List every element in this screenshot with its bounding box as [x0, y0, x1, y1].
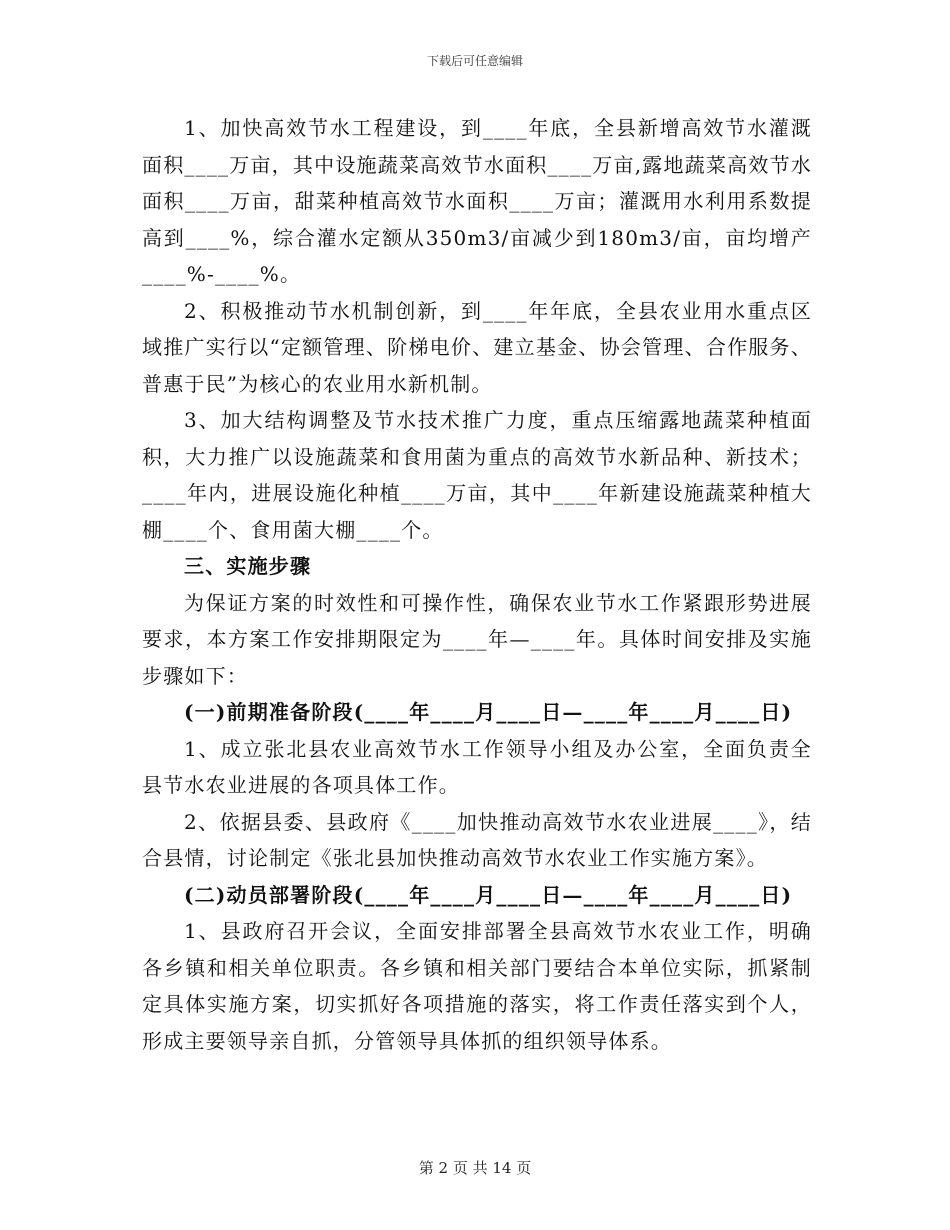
- paragraph-steps-intro: 为保证方案的时效性和可操作性，确保农业节水工作紧跟形势进展要求，本方案工作安排期限定为____年—____年。具体时间安排及实施步骤如下：: [142, 590, 812, 688]
- section-heading-steps: 三、实施步骤: [184, 554, 312, 578]
- subheading-mobilization-stage: (二)动员部署阶段(____年____月____日—____年____月____日): [184, 882, 793, 907]
- document-body: [142, 110, 812, 1059]
- paragraph-goal-3: 3、加大结构调整及节水技术推广力度，重点压缩露地蔬菜种植面积，大力推广以设施蔬菜和食用菌为重点的高效节水新品种、新技术；____年内，进展设施化种植____万亩，其中____年新建设施蔬菜种植大棚____个、食用菌大棚____个。: [142, 408, 812, 542]
- page-number-footer: 第 2 页 共 14 页: [418, 1159, 532, 1177]
- paragraph-prep-2: 2、依据县委、县政府《____加快推动高效节水农业进展____》，结合县情，讨论制定《张北县加快推动高效节水农业工作实施方案》。: [142, 809, 812, 870]
- paragraph-prep-1: 1、成立张北县农业高效节水工作领导小组及办公室，全面负责全县节水农业进展的各项具体工作。: [142, 736, 812, 797]
- paragraph-goal-1: 1、加快高效节水工程建设，到____年底，全县新增高效节水灌溉面积____万亩，其中设施蔬菜高效节水面积____万亩,露地蔬菜高效节水面积____万亩，甜菜种植高效节水面积____万亩；灌溉用水利用系数提高到____%，综合灌水定额从350m3/亩减少到180m3/亩，亩均增产____%-____%。: [142, 116, 812, 286]
- paragraph-goal-2: 2、积极推动节水机制创新，到____年年底，全县农业用水重点区域推广实行以“定额管理、阶梯电价、建立基金、协会管理、合作服务、普惠于民”为核心的农业用水新机制。: [142, 298, 812, 396]
- paragraph-mobilization-1: 1、县政府召开会议，全面安排部署全县高效节水农业工作，明确各乡镇和相关单位职责。各乡镇和相关部门要结合本单位实际，抓紧制定具体实施方案，切实抓好各项措施的落实，将工作责任落实到个人，形成主要领导亲自抓，分管领导具体抓的组织领导体系。: [142, 919, 812, 1053]
- page-header-note: 下载后可任意编辑: [426, 54, 523, 68]
- subheading-preparation-stage: (一)前期准备阶段(____年____月____日—____年____月____日): [184, 700, 793, 724]
